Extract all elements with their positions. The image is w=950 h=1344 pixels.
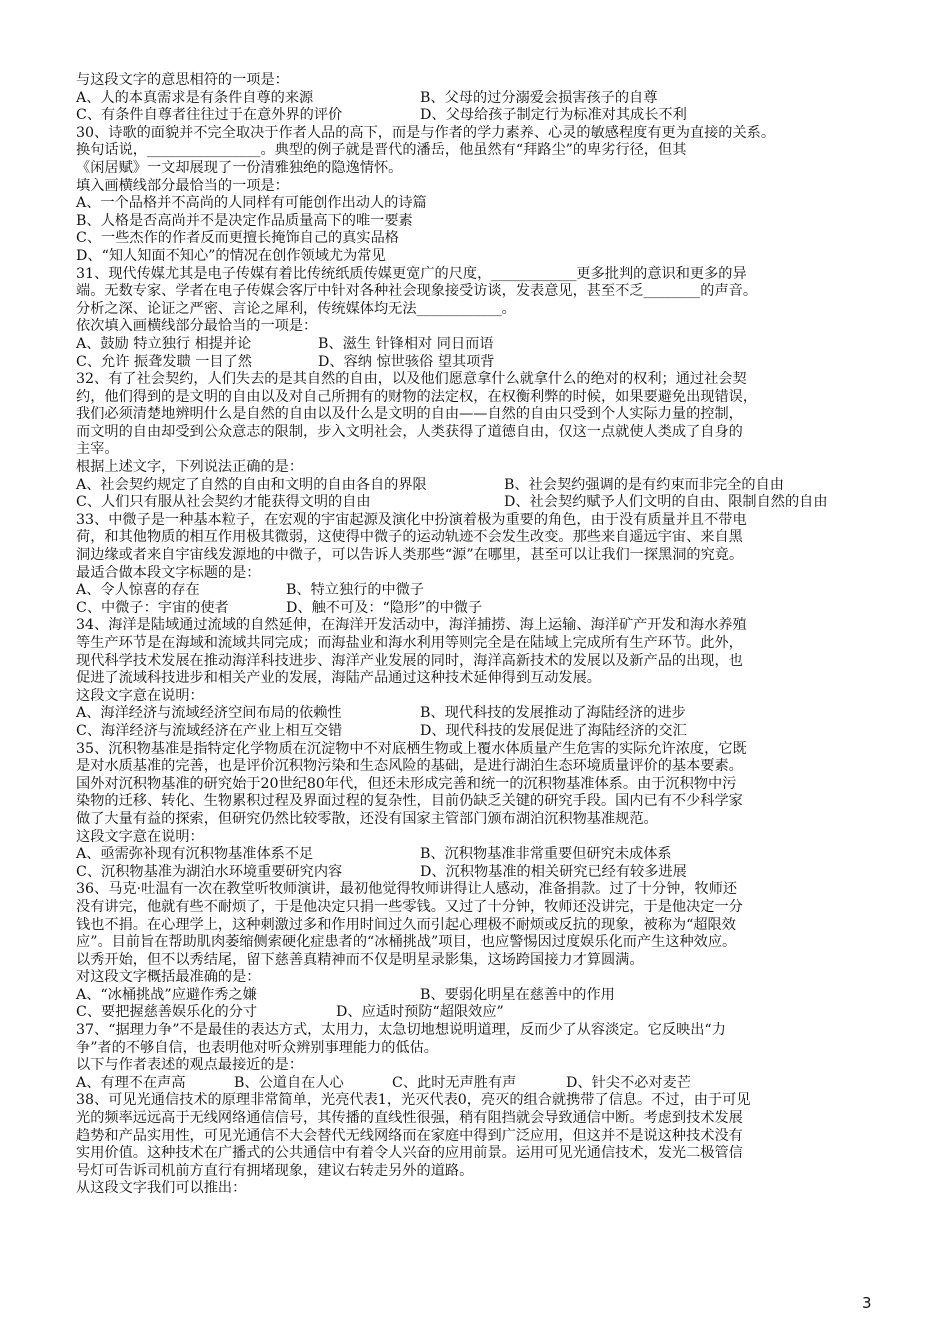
- text-line: 30、诗歌的面貌并不完全取决于作者人品的高下，而是与作者的学力素养、心灵的敏感程度有更为直接的关系。: [76, 124, 776, 141]
- option-row: [76, 864, 876, 882]
- option-text: C、允许 振聋发聩 一目了然: [76, 353, 252, 370]
- option-text: A、社会契约规定了自然的自由和文明的自由各自的界限: [76, 476, 427, 493]
- text-line: 促进了流域科技进步和相关产业的发展，海陆产品通过这种技术延伸得到互动发展。: [76, 670, 601, 687]
- text-line: 约，他们得到的是文明的自由以及对自己所拥有的财物的法定权，在权衡利弊的时候，如果要避免出现错误，: [76, 388, 758, 405]
- text-line: 国外对沉积物基准的研究始于20世纪80年代，但还未形成完善和统一的沉积物基准体系。由于沉积物中污: [76, 775, 737, 792]
- text-line: 这段文字意在说明：: [76, 828, 204, 845]
- text-line: 染物的迁移、转化、生物累积过程及界面过程的复杂性，目前仍缺乏关键的研究手段。国内已有不少科学家: [76, 793, 743, 810]
- page-number: 3: [862, 1294, 872, 1312]
- text-line: B、人格是否高尚并不是决定作品质量高下的唯一要素: [76, 212, 413, 229]
- option-text: A、令人惊喜的存在: [76, 582, 200, 599]
- option-row: [76, 987, 876, 1005]
- text-line: 号灯可告诉司机前方直行有拥堵现象，建议右转走另外的道路。: [76, 1162, 474, 1179]
- text-line: 是对水质基准的完善，也是评价沉积物污染和生态风险的基础，是进行湖泊生态环境质量评价的基本要素。: [76, 758, 743, 775]
- option-row: [76, 600, 876, 618]
- option-text: C、海洋经济与流域经济在产业上相互交错: [76, 722, 343, 739]
- text-line: 对这段文字概括最准确的是：: [76, 969, 261, 986]
- option-text: B、公道自在人心: [234, 1074, 344, 1091]
- text-line: 换句话说，________________。典型的例子就是晋代的潘岳，他虽然有“拜路尘”的卑劣行径，但其: [76, 142, 687, 159]
- option-row: [76, 723, 876, 741]
- text-line: 应”。目前旨在帮助肌肉萎缩侧索硬化症患者的“冰桶挑战”项目，也应警惕因过度娱乐化而产生这种效应。: [76, 934, 737, 951]
- text-line: 32、有了社会契约，人们失去的是其自然的自由，以及他们愿意拿什么就拿什么的绝对的权利；通过社会契: [76, 371, 747, 388]
- option-text: C、有条件自尊者往往过于在意外界的评价: [76, 107, 343, 124]
- option-text: D、触不可及：“隐形”的中微子: [286, 599, 483, 616]
- option-text: D、社会契约赋予人们文明的自由、限制自然的自由: [504, 494, 828, 511]
- text-line: 而文明的自由却受到公众意志的限制，步入文明社会，人类获得了道德自由，仅这一点就使人类成了自身的: [76, 423, 743, 440]
- text-line: 34、海洋是陆域通过流域的自然延伸，在海洋开发活动中，海洋捕捞、海上运输、海洋矿产开发和海水养殖: [76, 617, 747, 634]
- text-line: 《闲居赋》一文却展现了一份清雅独绝的隐逸情怀。: [76, 159, 403, 176]
- text-line: 依次填入画横线部分最恰当的一项是：: [76, 318, 318, 335]
- option-text: D、父母给孩子制定行为标准对其成长不利: [420, 107, 687, 124]
- text-line: 我们必须清楚地辨明什么是自然的自由以及什么是文明的自由——自然的自由只受到个人实际力量的控制，: [76, 406, 743, 423]
- text-line: 没有讲完，他就有些不耐烦了，于是他决定只捐一些零钱。又过了十分钟，牧师还没讲完，于是他决定一分: [76, 898, 743, 915]
- text-line: 端。无数专家、学者在电子传媒会客厅中针对各种社会现象接受访谈，发表意见，甚至不乏________的声音。: [76, 283, 758, 300]
- option-text: B、要弱化明星在慈善中的作用: [420, 986, 615, 1003]
- text-line: A、一个品格并不高尚的人同样有可能创作出动人的诗篇: [76, 195, 427, 212]
- option-text: B、滋生 针锋相对 同日而语: [318, 335, 494, 352]
- option-text: D、容纳 惊世骇俗 望其项背: [318, 353, 495, 370]
- option-text: B、社会契约强调的是有约束而非完全的自由: [504, 476, 784, 493]
- text-line: 填入画横线部分最恰当的一项是：: [76, 177, 289, 194]
- option-row: [76, 494, 876, 512]
- text-line: 光的频率远远高于无线网络通信信号，其传播的直线性很强，稍有阻挡就会导致通信中断。考虑到技术发展: [76, 1110, 743, 1127]
- text-line: 最适合做本段文字标题的是：: [76, 564, 261, 581]
- text-line: 36、马克·吐温有一次在教堂听牧师演讲，最初他觉得牧师讲得让人感动，准备捐款。过了十分钟，牧师还: [76, 881, 738, 898]
- text-line: 以秀开始，但不以秀结尾，留下慈善真精神而不仅是明星录影集，这场跨国接力才算圆满。: [76, 951, 644, 968]
- text-line: 从这段文字我们可以推出：: [76, 1180, 247, 1197]
- option-text: A、有理不在声高: [76, 1074, 186, 1091]
- text-line: 洞边缘或者来自宇宙线发源地的中微子，可以告诉人类那些“源”在哪里，甚至可以让我们一探黑洞的究竟。: [76, 547, 744, 564]
- option-text: C、此时无声胜有声: [392, 1074, 517, 1091]
- text-line: 以下与作者表述的观点最接近的是：: [76, 1057, 304, 1074]
- option-text: C、要把握慈善娱乐化的分寸: [76, 1004, 258, 1021]
- text-line: 根据上述文字，下列说法正确的是：: [76, 459, 304, 476]
- text-line: 趋势和产品实用性，可见光通信不大会替代无线网络而在家庭中得到广泛应用，但这并不是说这种技术没有: [76, 1127, 743, 1144]
- text-line: 分析之深、论证之严密、言论之犀利，传统媒体均无法____________。: [76, 300, 516, 317]
- option-row: [76, 705, 876, 723]
- option-text: A、“冰桶挑战”应避作秀之嫌: [76, 986, 257, 1003]
- text-line: 荷，和其他物质的相互作用极其微弱，这使得中微子的运动轨迹不会发生改变。那些来自遥远宇宙、来自黑: [76, 529, 743, 546]
- text-line: 现代科学技术发展在推动海洋科技进步、海洋产业发展的同时，海洋高新技术的发展以及新产品的出现，也: [76, 652, 743, 669]
- text-line: 实用价值。这种技术在广播式的公共通信中有着令人兴奋的应用前景。运用可见光通信技术，发光二极管信: [76, 1145, 743, 1162]
- option-row: [76, 846, 876, 864]
- text-line: 争”者的不够自信，也表明他对听众辨别事理能力的低估。: [76, 1039, 438, 1056]
- text-line: 这段文字意在说明：: [76, 687, 204, 704]
- option-text: B、现代科技的发展推动了海陆经济的进步: [420, 705, 686, 722]
- option-row: [76, 354, 876, 372]
- text-line: C、一些杰作的作者反而更擅长掩饰自己的真实品格: [76, 230, 399, 247]
- text-line: 钱也不捐。在心理学上，这种刺激过多和作用时间过久而引起心理极不耐烦或反抗的现象，被称为“超限效: [76, 916, 736, 933]
- option-text: B、父母的过分溺爱会损害孩子的自尊: [420, 89, 658, 106]
- option-row: [76, 582, 876, 600]
- option-text: C、中微子：宇宙的使者: [76, 599, 229, 616]
- option-text: A、海洋经济与流域经济空间布局的依赖性: [76, 705, 342, 722]
- text-line: 35、沉积物基准是指特定化学物质在沉淀物中不对底栖生物或上覆水体质量产生危害的实际允许浓度，它既: [76, 740, 747, 757]
- text-line: 等生产环节是在海域和流域共同完成；而海盐业和海水利用等则完全是在陆域上完成所有生产环节。此外，: [76, 635, 743, 651]
- option-text: A、人的本真需求是有条件自尊的来源: [76, 89, 314, 106]
- option-row: [76, 336, 876, 354]
- option-text: D、针尖不必对麦芒: [566, 1074, 691, 1091]
- text-line: 31、现代传媒尤其是电子传媒有着比传统纸质传媒更宽广的尺度，____________更多批判的意识和更多的异: [76, 265, 747, 282]
- text-line: 37、“据理力争”不是最佳的表达方式，太用力，太急切地想说明道理，反而少了从容淡定。它反映出“力: [76, 1022, 726, 1039]
- option-row: [76, 1004, 876, 1022]
- option-text: A、鼓励 特立独行 相提并论: [76, 335, 252, 352]
- option-text: D、沉积物基准的相关研究已经有较多进展: [420, 863, 687, 880]
- document-body: [76, 72, 876, 1198]
- option-text: B、特立独行的中微子: [286, 582, 425, 599]
- option-text: B、沉积物基准非常重要但研究未成体系: [420, 846, 672, 863]
- text-line: 做了大量有益的探索，但研究仍然比较零散，还没有国家主管部门颁布湖泊沉积物基准规范。: [76, 810, 658, 827]
- option-text: D、现代科技的发展促进了海陆经济的交汇: [420, 722, 687, 739]
- option-text: D、应适时预防“超限效应”: [336, 1004, 504, 1021]
- option-text: C、沉积物基准为湖泊水环境重要研究内容: [76, 863, 343, 880]
- option-text: C、人们只有服从社会契约才能获得文明的自由: [76, 494, 371, 511]
- option-row: [76, 477, 876, 495]
- text-line: 38、可见光通信技术的原理非常简单，光亮代表1，光灭代表0，亮灭的组合就携带了信息。不过，由于可见: [76, 1092, 751, 1109]
- option-text: A、亟需弥补现有沉积物基准体系不足: [76, 846, 314, 863]
- option-row: [76, 90, 876, 108]
- text-line: 33、中微子是一种基本粒子，在宏观的宇宙起源及演化中扮演着极为重要的角色，由于没有质量并且不带电: [76, 511, 747, 528]
- text-line: 主宰。: [76, 441, 119, 458]
- option-row: [76, 107, 876, 125]
- option-row: [76, 1075, 876, 1093]
- text-line: D、“知人知面不知心”的情况在创作领域尤为常见: [76, 247, 386, 264]
- text-line: 与这段文字的意思相符的一项是：: [76, 72, 289, 88]
